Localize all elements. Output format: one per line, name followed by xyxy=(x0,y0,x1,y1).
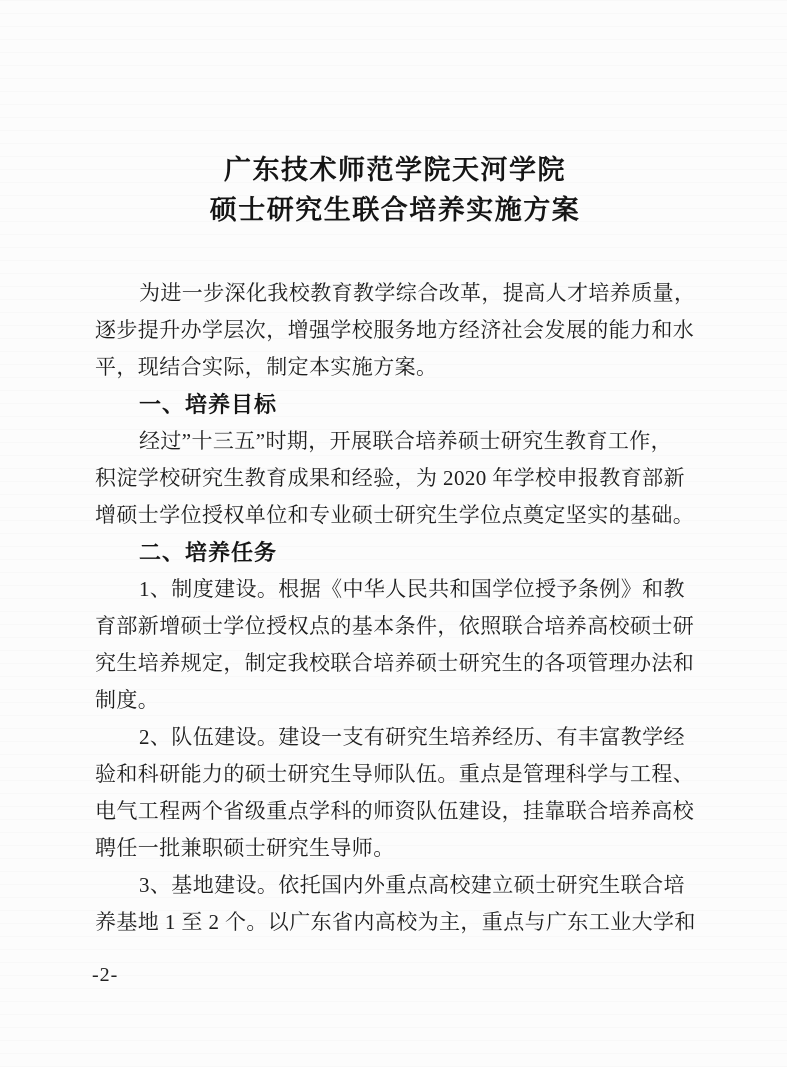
section-heading-2: 二、培养任务 xyxy=(139,540,278,565)
body-line: 1、制度建设。根据《中华人民共和国学位授予条例》和教 xyxy=(139,577,685,601)
body-line: 电气工程两个省级重点学科的师资队伍建设，挂靠联合培养高校 xyxy=(95,799,695,823)
body-line: 制度。 xyxy=(95,688,160,712)
title-line-1: 广东技术师范学院天河学院 xyxy=(224,155,566,185)
body-line: 经过”十三五”时期，开展联合培养硕士研究生教育工作， xyxy=(139,429,673,453)
body-line: 逐步提升办学层次，增强学校服务地方经济社会发展的能力和水 xyxy=(95,318,695,342)
document-body xyxy=(95,275,697,941)
body-line: 积淀学校研究生教育成果和经验，为 2020 年学校申报教育部新 xyxy=(95,466,685,490)
document-title xyxy=(95,150,695,230)
body-line: 增硕士学位授权单位和专业硕士研究生学位点奠定坚实的基础。 xyxy=(95,503,695,527)
body-line: 平，现结合实际，制定本实施方案。 xyxy=(95,355,438,379)
body-line: 聘任一批兼职硕士研究生导师。 xyxy=(95,836,395,860)
title-line-2: 硕士研究生联合培养实施方案 xyxy=(209,195,581,225)
body-line: 验和科研能力的硕士研究生导师队伍。重点是管理科学与工程、 xyxy=(95,762,695,786)
body-line: 为进一步深化我校教育教学综合改革，提高人才培养质量， xyxy=(139,281,696,305)
page-number: -2- xyxy=(92,964,119,986)
body-line: 育部新增硕士学位授权点的基本条件，依照联合培养高校硕士研 xyxy=(95,614,695,638)
body-line: 2、队伍建设。建设一支有研究生培养经历、有丰富教学经 xyxy=(139,725,685,749)
body-line: 究生培养规定，制定我校联合培养硕士研究生的各项管理办法和 xyxy=(95,651,695,675)
body-line: 3、基地建设。依托国内外重点高校建立硕士研究生联合培 xyxy=(139,873,685,897)
section-heading-1: 一、培养目标 xyxy=(139,392,278,417)
body-line: 养基地 1 至 2 个。以广东省内高校为主，重点与广东工业大学和 xyxy=(95,910,696,934)
